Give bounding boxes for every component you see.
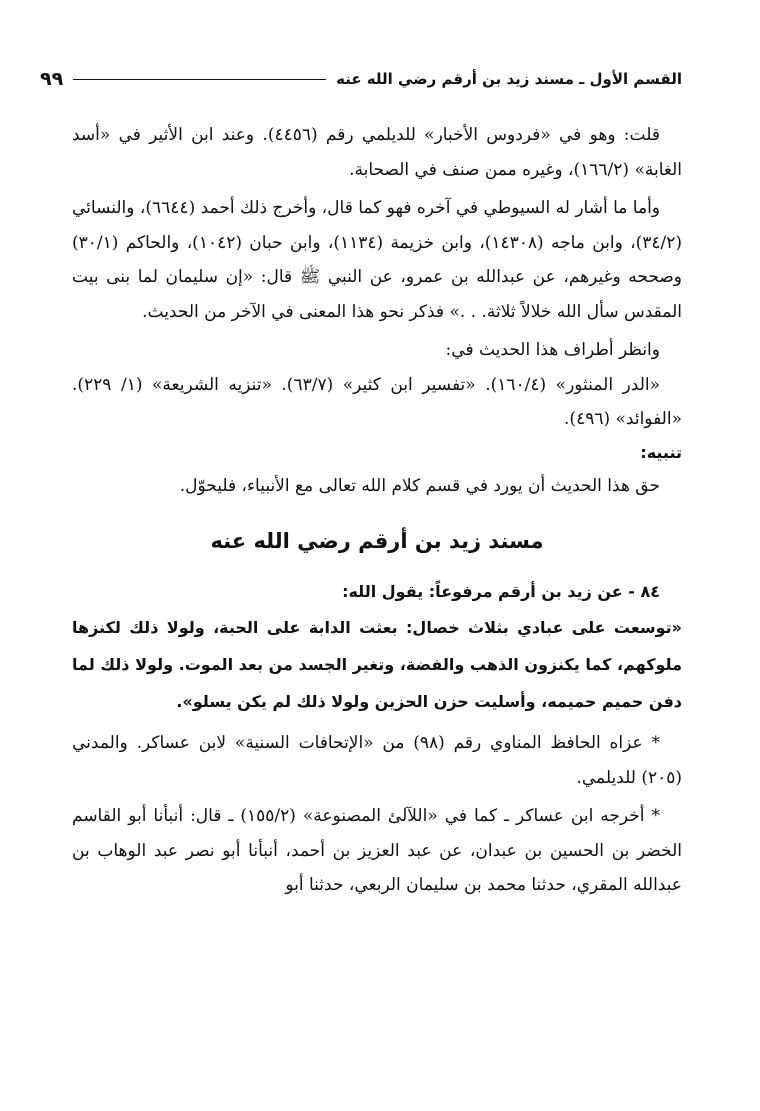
paragraph-references: «الدر المنثور» (١٦٠/٤). «تفسير ابن كثير» (٦٣/٧). «تنزيه الشريعة» (١/ ٢٢٩). «الفوائد» (٤٩٦).: [72, 374, 682, 429]
section-title: مسند زيد بن أرقم رضي الله عنه: [210, 529, 544, 553]
paragraph-comment: قلت: وهو في «فردوس الأخبار» للديلمي رقم (٤٤٥٦). وعند ابن الأثير في «أسد الغابة» (١٦٦/٢)، وغيره ممن صنف في الصحابة.: [72, 125, 682, 180]
running-title: القسم الأول ـ مسند زيد بن أرقم رضي الله عنه: [336, 70, 682, 88]
paragraph-notice: حق هذا الحديث أن يورد في قسم كلام الله تعالى مع الأنبياء، فليحوّل.: [179, 475, 660, 496]
paragraph-see-also: وانظر أطراف هذا الحديث في:: [445, 340, 660, 360]
hadith-heading: ٨٤ - عن زيد بن أرقم مرفوعاً: يقول الله:: [342, 582, 660, 601]
hadith-text: «توسعت على عبادي بثلاث خصال: بعثت الدابة على الحبة، ولولا ذلك لكنزها ملوكهم، كما يكنزون الذهب والفضة، وتغير الجسد من بعد الموت. ولولا ذلك لما دفن حميم حميمه، وأسليت حزن الحزين ولولا ذلك لم يكن يسلو».: [72, 618, 682, 711]
page-header: [40, 62, 682, 96]
page-number: ٩٩: [40, 68, 64, 90]
header-rule: [73, 79, 326, 80]
paragraph-isnad: * أخرجه ابن عساكر ـ كما في «اللآلئ المصنوعة» (١٥٥/٢) ـ قال: أنبأنا أبو القاسم الخضر بن الحسين بن عبدان، عن عبد العزيز بن أحمد، أنبأنا أبو نصر عبد الوهاب بن عبدالله المقري، حدثنا محمد بن سليمان الربعي، حدثنا أبو: [72, 806, 682, 895]
notice-label: تنبيه:: [640, 442, 682, 462]
paragraph-suyuti-note: وأما ما أشار له السيوطي في آخره فهو كما قال، وأخرج ذلك أحمد (٦٦٤٤)، والنسائي (٣٤/٢)، وابن ماجه (١٤٣٠٨)، وابن خزيمة (١١٣٤)، وابن حبان (١٠٤٢)، والحاكم (٣٠/١) وصححه وغيرهم، عن عبدالله بن عمرو، عن النبي ﷺ قال: «إن سليمان لما بنى بيت المقدس سأل الله خلالاً ثلاثة. . .» فذكر نحو هذا المعنى في الآخر من الحديث.: [72, 198, 683, 322]
page-body: [72, 118, 682, 903]
paragraph-attribution: * عزاه الحافظ المناوي رقم (٩٨) من «الإتحافات السنية» لابن عساكر. والمدني (٢٠٥) للديلمي.: [72, 733, 682, 788]
